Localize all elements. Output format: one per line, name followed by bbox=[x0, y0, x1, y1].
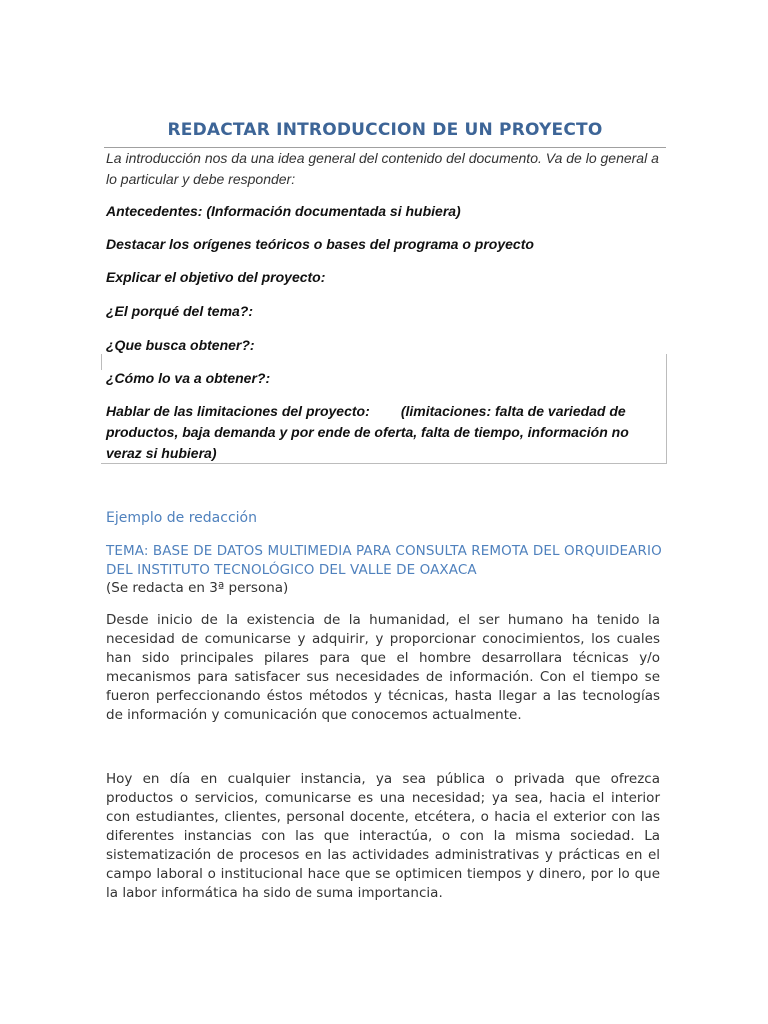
example-heading: Ejemplo de redacción bbox=[106, 510, 257, 526]
tema-note: (Se redacta en 3ª persona) bbox=[106, 580, 289, 596]
item-limitaciones: Hablar de las limitaciones del proyecto: (limitaciones: falta de variedad de productos, baja demanda y por ende de oferta, falta de tiempo, información no veraz si hubiera) bbox=[106, 403, 633, 461]
text-box-left-edge bbox=[101, 354, 102, 370]
document-title: REDACTAR INTRODUCCION DE UN PROYECTO bbox=[167, 120, 603, 140]
item-que-busca: ¿Que busca obtener?: bbox=[106, 337, 255, 353]
tema-heading: TEMA: BASE DE DATOS MULTIMEDIA PARA CONSULTA REMOTA DEL ORQUIDEARIO DEL INSTITUTO TECNOLÓGICO DEL VALLE DE OAXACA bbox=[106, 543, 662, 578]
item-antecedentes: Antecedentes: (Información documentada si hubiera) bbox=[106, 203, 461, 219]
item-como: ¿Cómo lo va a obtener?: bbox=[106, 370, 271, 386]
paragraph-2: Hoy en día en cualquier instancia, ya sea pública o privada que ofrezca productos o servicios, comunicarse es una necesidad; ya sea, hacia el interior con estudiantes, clientes, personal docente, etcétera, o hacia el exterior con las diferentes instancias con las que interactúa, o con la misma sociedad. La sistematización de procesos en las actividades administrativas y prácticas en el campo laboral o institucional hace que se optimicen tiempos y dinero, por lo que la labor informática ha sido de suma importancia. bbox=[106, 771, 660, 901]
intro-text: La introducción nos da una idea general del contenido del documento. Va de lo general a lo particular y debe responder: bbox=[106, 150, 659, 187]
paragraph-1: Desde inicio de la existencia de la humanidad, el ser humano ha tenido la necesidad de comunicarse y adquirir, y proporcionar conocimientos, los cuales han sido principales pilares para que el hombre desarrollara técnicas y/o mecanismos para satisfacer sus necesidades de información. Con el tiempo se fueron perfeccionando éstos métodos y técnicas, hasta llegar a las tecnologías de información y comunicación que conocemos actualmente. bbox=[106, 612, 660, 723]
item-origenes: Destacar los orígenes teóricos o bases del programa o proyecto bbox=[106, 236, 534, 252]
item-objetivo: Explicar el objetivo del proyecto: bbox=[106, 269, 326, 285]
item-porque: ¿El porqué del tema?: bbox=[106, 303, 254, 319]
